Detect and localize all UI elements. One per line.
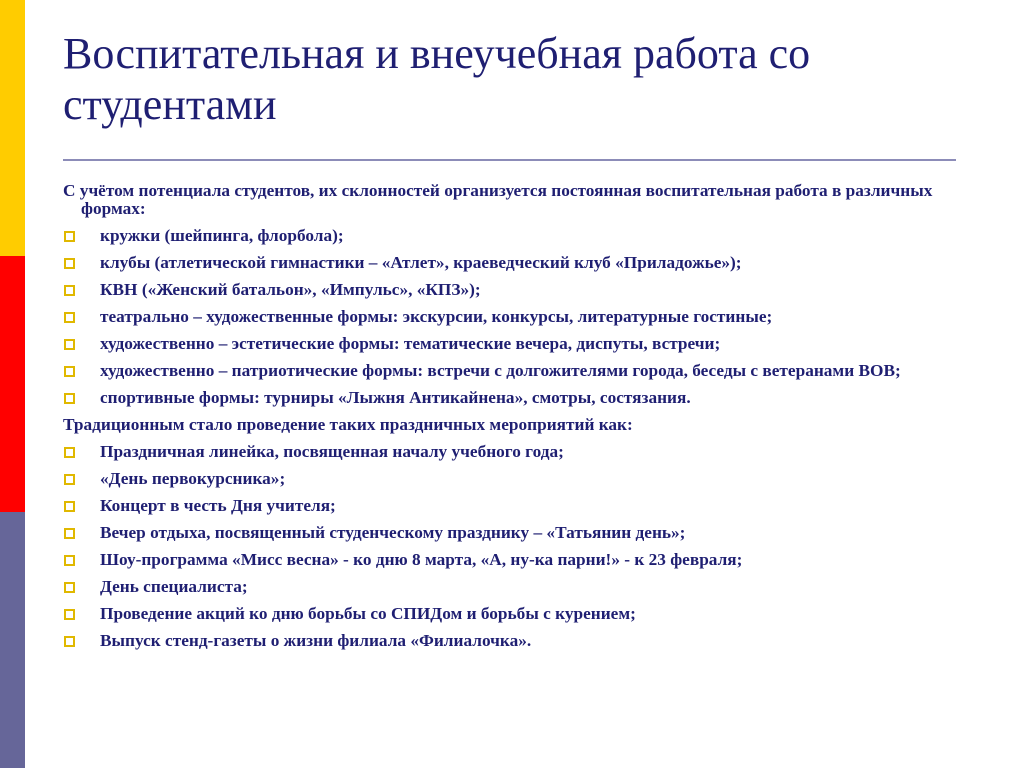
list-item-text: «День первокурсника»; [100,469,286,488]
list-item-text: клубы (атлетической гимнастики – «Атлет», краеведческий клуб «Приладожье»); [100,253,742,272]
list-item-text: Проведение акций ко дню борьбы со СПИДом и борьбы с курением; [100,604,636,623]
list-item [63,632,993,650]
list-item [63,497,993,515]
square-bullet-icon [64,312,75,323]
list-item [63,551,993,569]
side-strip-yellow [0,0,25,256]
list-item-text: Выпуск стенд-газеты о жизни филиала «Филиалочка». [100,631,532,650]
list-item-text: спортивные формы: турниры «Лыжня Антикайнена», смотры, состязания. [100,388,691,407]
list-item-text: кружки (шейпинга, флорбола); [100,226,344,245]
square-bullet-icon [64,231,75,242]
list-item-text: КВН («Женский батальон», «Импульс», «КПЗ»); [100,280,481,299]
intro-paragraph: С учётом потенциала студентов, их склонностей организуется постоянная воспитательная работа в различных формах: [63,181,933,218]
square-bullet-icon [64,447,75,458]
list-item [63,524,993,542]
list-item [63,470,993,488]
list-item-text: День специалиста; [100,577,248,596]
list-item [63,254,993,272]
list-item-text: Шоу-программа «Мисс весна» - ко дню 8 марта, «А, ну-ка парни!» - к 23 февраля; [100,550,743,569]
list-item-text: театрально – художественные формы: экскурсии, конкурсы, литературные гостиные; [100,307,773,326]
slide-content [63,182,993,659]
list-item [63,578,993,596]
list-item [63,227,993,245]
square-bullet-icon [64,582,75,593]
square-bullet-icon [64,501,75,512]
list-item [63,362,993,380]
list-item-text: Праздничная линейка, посвященная началу учебного года; [100,442,564,461]
side-strip-red [0,256,25,512]
list-item [63,308,993,326]
square-bullet-icon [64,609,75,620]
list-item-text: Концерт в честь Дня учителя; [100,496,336,515]
square-bullet-icon [64,339,75,350]
square-bullet-icon [64,555,75,566]
square-bullet-icon [64,636,75,647]
list-item-text: художественно – патриотические формы: встречи с долгожителями города, беседы с ветеранами ВОВ; [100,361,901,380]
list-item [63,605,993,623]
forms-list [63,227,993,407]
square-bullet-icon [64,258,75,269]
list-item [63,389,993,407]
square-bullet-icon [64,285,75,296]
slide-title: Воспитательная и внеучебная работа со студентами [63,29,811,129]
list-item-text: художественно – эстетические формы: тематические вечера, диспуты, встречи; [100,334,721,353]
square-bullet-icon [64,474,75,485]
title-divider [63,159,956,161]
events-list [63,443,993,650]
traditions-paragraph: Традиционным стало проведение таких праздничных мероприятий как: [63,415,633,434]
square-bullet-icon [64,366,75,377]
list-item [63,335,993,353]
square-bullet-icon [64,393,75,404]
list-item-text: Вечер отдыха, посвященный студенческому празднику – «Татьянин день»; [100,523,686,542]
list-item [63,443,993,461]
list-item [63,281,993,299]
side-strip-blue [0,512,25,768]
square-bullet-icon [64,528,75,539]
